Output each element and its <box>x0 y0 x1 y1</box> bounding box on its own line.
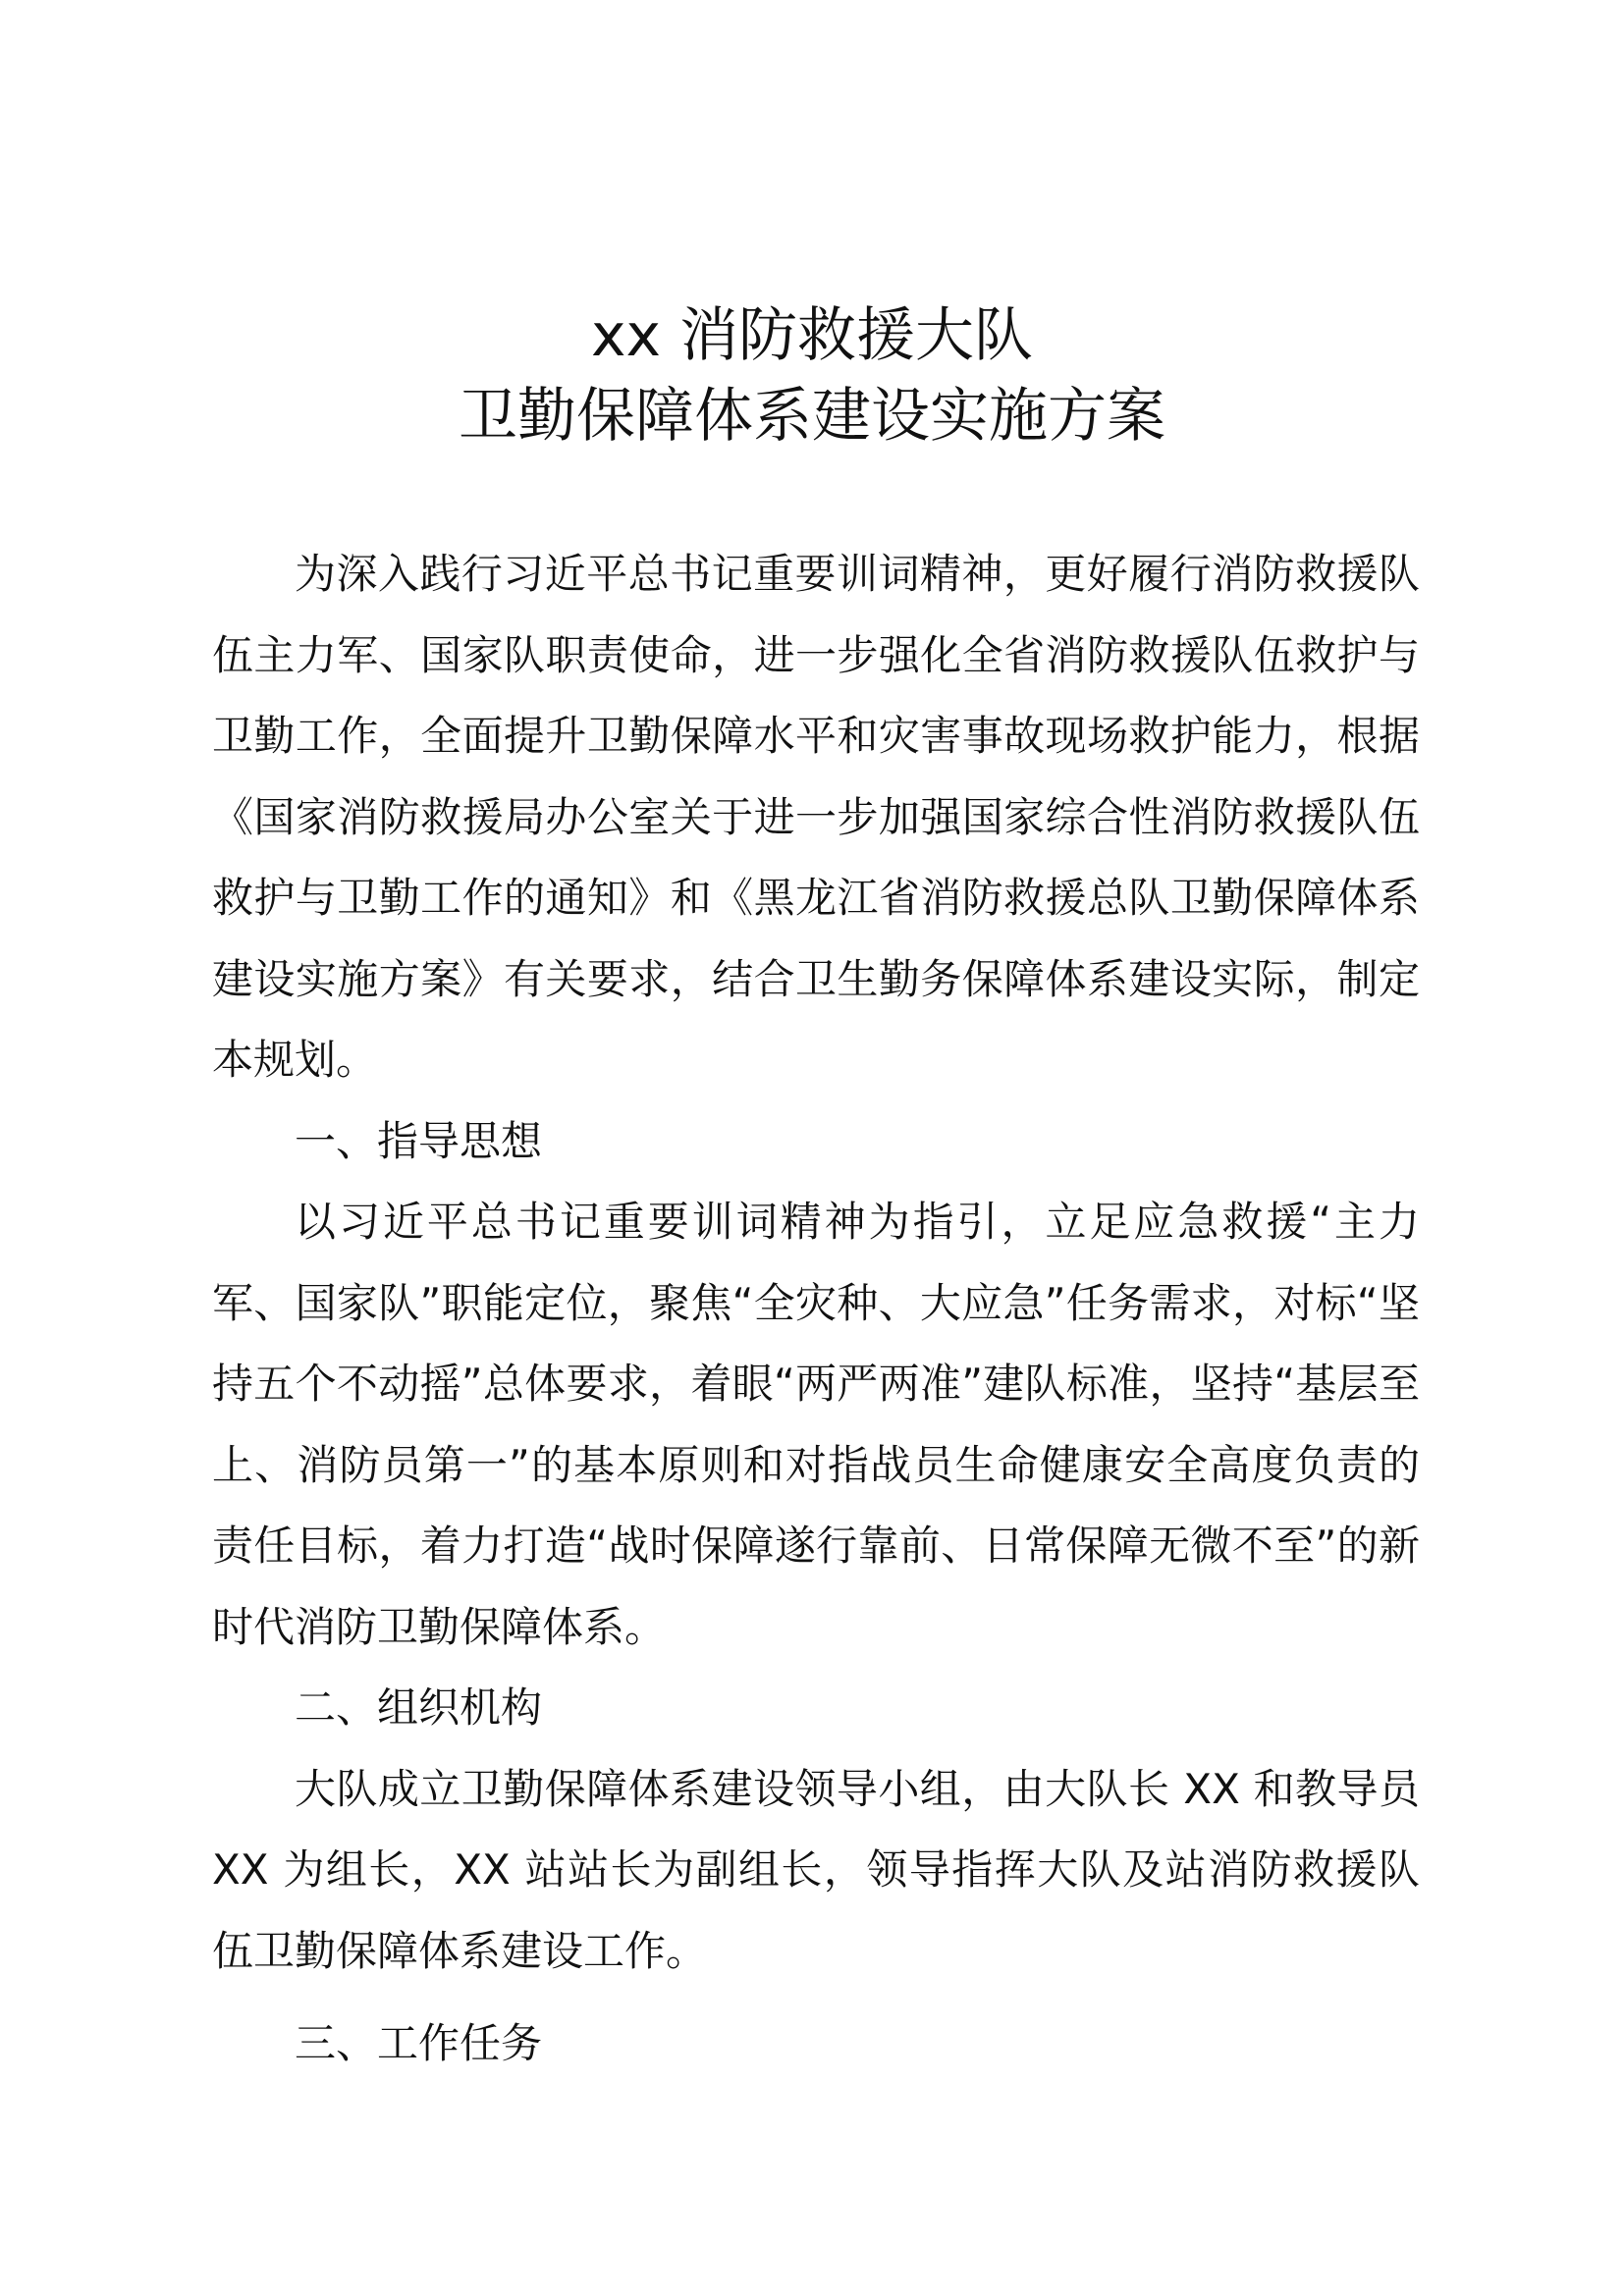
document-title-line-2: 卫勤保障体系建设实施方案 <box>459 382 1165 451</box>
section-1-heading: 一、指导思想 <box>295 1116 543 1165</box>
section-2-paragraph: 大队成立卫勤保障体系建设领导小组，由大队长 XX 和教导员 XX 为组长，XX 站站长为副组长，领导指挥大队及站消防救援队伍卫勤保障体系建设工作。 <box>212 1764 1420 1975</box>
section-3-heading: 三、工作任务 <box>295 2019 543 2067</box>
document-title-line-1: xx 消防救援大队 <box>590 301 1034 370</box>
section-1-paragraph: 以习近平总书记重要训词精神为指引，立足应急救援“主力军、国家队”职能定位，聚焦“全灾种、大应急”任务需求，对标“坚持五个不动摇”总体要求，着眼“两严两准”建队标准，坚持“基层至上、消防员第一”的基本原则和对指战员生命健康安全高度负责的责任目标，着力打造“战时保障遂行靠前、日常保障无微不至”的新时代消防卫勤保障体系。 <box>212 1198 1420 1651</box>
intro-paragraph: 为深入践行习近平总书记重要训词精神，更好履行消防救援队伍主力军、国家队职责使命，进一步强化全省消防救援队伍救护与卫勤工作，全面提升卫勤保障水平和灾害事故现场救护能力，根据《国家消防救援局办公室关于进一步加强国家综合性消防救援队伍救护与卫勤工作的通知》和《黑龙江省消防救援总队卫勤保障体系建设实施方案》有关要求，结合卫生勤务保障体系建设实际，制定本规划。 <box>212 550 1420 1084</box>
document-body <box>212 534 1420 2085</box>
section-2-heading: 二、组织机构 <box>295 1683 543 1732</box>
